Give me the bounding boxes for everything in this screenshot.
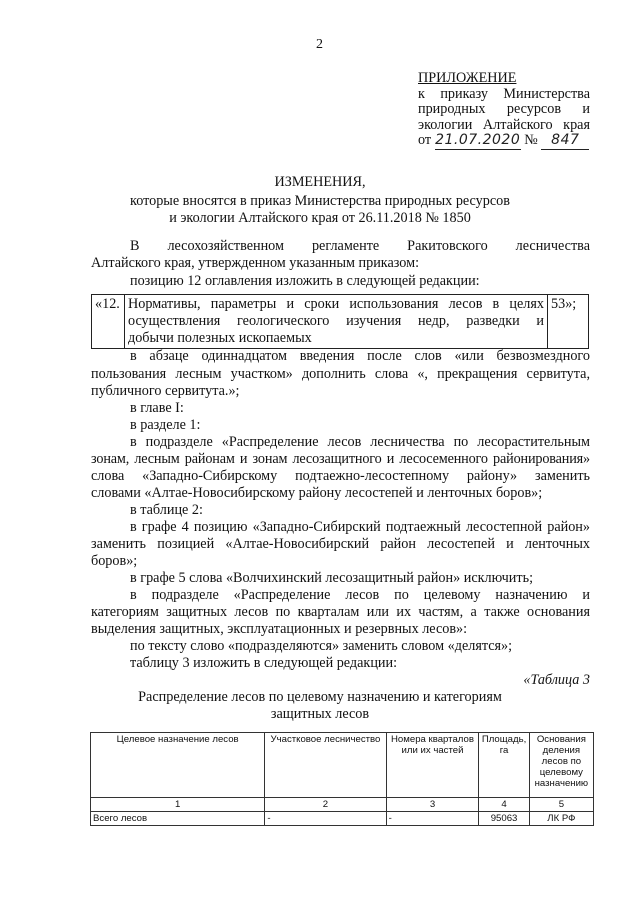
intro-line-3: позицию 12 оглавления изложить в следующей редакции: xyxy=(130,273,480,289)
appendix-line-3: экологии Алтайского края xyxy=(418,116,590,133)
table3-index-cell: 1 xyxy=(91,798,265,812)
body-line: пользования лесным участком» дополнить слова «, прекращения сервитута, xyxy=(91,366,590,382)
toc-table xyxy=(91,294,589,349)
table3-index-cell: 5 xyxy=(529,798,593,812)
toc-text-line-2: осуществления геологического изучения недр, разведки и xyxy=(128,313,544,329)
table3-index-row xyxy=(91,798,594,812)
table3 xyxy=(90,732,594,826)
body-line: в главе I: xyxy=(130,400,184,416)
number-value: 847 xyxy=(541,133,589,150)
table3-header-cell: Участковое лесничество xyxy=(265,733,386,798)
heading-subtitle-2: и экологии Алтайского края от 26.11.2018 № 1850 xyxy=(169,210,471,226)
page-number: 2 xyxy=(316,37,323,52)
body-line: заменить позицией «Алтае-Новосибирский район лесостепей и ленточных xyxy=(91,536,590,552)
toc-page: 53»; xyxy=(548,295,589,349)
body-line: боров»; xyxy=(91,553,138,569)
table3-header-cell: Целевое назначение лесов xyxy=(91,733,265,798)
table3-index-cell: 2 xyxy=(265,798,386,812)
body-line: в таблице 2: xyxy=(130,502,203,518)
body-line: таблицу 3 изложить в следующей редакции: xyxy=(130,655,398,671)
table3-cell: - xyxy=(265,812,386,826)
body-line: словами «Алтае-Новосибирскому району лесостепей и ленточных боров»; xyxy=(91,485,543,501)
appendix-title: ПРИЛОЖЕНИЕ xyxy=(418,70,517,86)
table3-title-1: Распределение лесов по целевому назначению и категориям xyxy=(138,689,502,705)
appendix-block xyxy=(418,71,590,150)
table3-header-cell: Основания деления лесов по целевому назначению xyxy=(529,733,593,798)
intro-line-1: В лесохозяйственном регламенте Ракитовского лесничества xyxy=(130,238,590,254)
heading-title: ИЗМЕНЕНИЯ, xyxy=(274,174,366,190)
table3-header-row xyxy=(91,733,594,798)
body-line: по тексту слово «подразделяются» заменить словом «делятся»; xyxy=(130,638,513,654)
table3-header-cell: Площадь, га xyxy=(479,733,529,798)
toc-text-line-3: добычи полезных ископаемых xyxy=(128,330,312,346)
table3-cell: 95063 xyxy=(479,812,529,826)
toc-num: «12. xyxy=(92,295,125,349)
appendix-line-2: природных ресурсов и xyxy=(418,101,590,117)
table3-cell: Всего лесов xyxy=(91,812,265,826)
toc-row xyxy=(92,295,589,349)
body-line: в абзаце одиннадцатом введения после слов «или безвозмездного xyxy=(130,348,590,364)
body-line: в подразделе «Распределение лесов по целевому назначению и xyxy=(130,587,590,603)
intro-line-2: Алтайского края, утвержденном указанным приказом: xyxy=(91,255,420,271)
body-line: слова «Западно-Сибирскому подтаежно-лесостепному району» заменить xyxy=(91,468,590,484)
number-prefix: № xyxy=(524,132,538,148)
body-line: в графе 5 слова «Волчихинский лесозащитный район» исключить; xyxy=(130,570,534,586)
body-line: в подразделе «Распределение лесов лесничества по лесорастительным xyxy=(130,434,590,450)
table-row xyxy=(91,812,594,826)
table3-index-cell: 3 xyxy=(386,798,479,812)
table3-cell: ЛК РФ xyxy=(529,812,593,826)
date-value: 21.07.2020 xyxy=(435,132,521,148)
heading-subtitle-1: которые вносятся в приказ Министерства природных ресурсов xyxy=(130,193,510,209)
table3-index-cell: 4 xyxy=(479,798,529,812)
date-prefix: от xyxy=(418,132,432,148)
table3-cell: - xyxy=(386,812,479,826)
table3-label: «Таблица 3 xyxy=(523,672,590,688)
appendix-date-line xyxy=(418,133,590,150)
body-line: выделения защитных, эксплуатационных и резервных лесов»: xyxy=(91,621,468,637)
body-line: категориям защитных лесов по кварталам или их частям, а также основания xyxy=(91,604,590,620)
body-line: публичного сервитута.»; xyxy=(91,383,240,399)
table3-title-2: защитных лесов xyxy=(270,706,370,722)
appendix-line-1: к приказу Министерства xyxy=(418,85,590,102)
body-line: в графе 4 позицию «Западно-Сибирский подтаежный лесостепной район» xyxy=(130,519,590,535)
body-line: в разделе 1: xyxy=(130,417,201,433)
body-line: зонам, лесным районам и зонам лесозащитного и лесосеменного районирования» xyxy=(91,451,590,467)
toc-text xyxy=(125,295,548,349)
table3-header-cell: Номера кварталов или их частей xyxy=(386,733,479,798)
toc-text-line-1: Нормативы, параметры и сроки использования лесов в целях xyxy=(128,296,544,312)
